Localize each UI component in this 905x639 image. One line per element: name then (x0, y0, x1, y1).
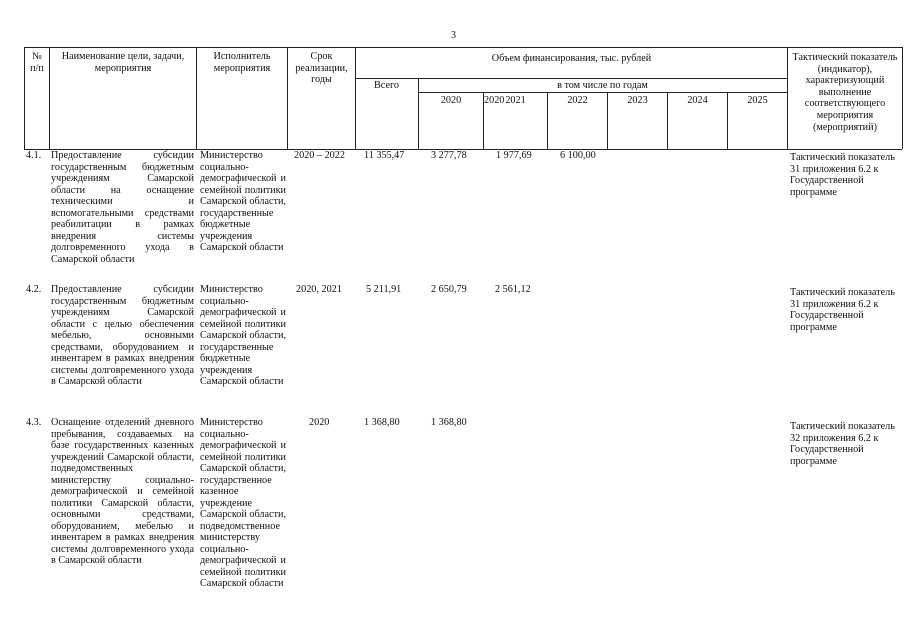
table-left-border (24, 47, 25, 149)
header-funding: Объем финансирования, тыс. рублей (491, 53, 652, 64)
row-2022: 6 100,00 (560, 150, 596, 161)
row-name: Предоставление субсидии государственным бюджетным учреждениям Самарской области с целью обеспечения мебелью, основными средствами, оборудованием и инвентарем в рамках внедрения системы долговременного ухода в Самарской области (51, 284, 194, 387)
row-indicator: Тактический показатель 31 приложения 6.2 к Государственной программе (790, 287, 895, 333)
page-number: 3 (451, 30, 456, 41)
header-total: Всего (374, 80, 399, 91)
row-2021: 2 561,12 (495, 284, 531, 295)
years-header-divider (418, 92, 787, 93)
header-by-years: в том числе по годам (557, 80, 648, 91)
header-indicator: Тактический показатель (индикатор), характеризующий выполнение соответствующего мероприятия (мероприятий) (792, 52, 898, 133)
col-divider-executor (287, 47, 288, 149)
header-year-2020: 2020 (484, 95, 505, 106)
header-year-2020: 2020 (440, 95, 462, 106)
row-executor: Министерство социально-демографической и семейной политики Самарской области, государственное казенное учреждение Самарской области, подведомственное министерству социально-демографической и семейной политики Самарской области (200, 417, 286, 589)
row-num: 4.1. (26, 150, 42, 161)
header-year-2025: 2025 (747, 95, 768, 106)
row-executor: Министерство социально-демографической и семейной политики Самарской области, государственные бюджетные учреждения Самарской области (200, 150, 286, 253)
row-name: Предоставление субсидии государственным бюджетным учреждениям Самарской области на оснащение техническими и вспомогательными средствами реабилитации в рамках внедрения системы долговременного ухода в Самарской области (51, 150, 194, 265)
row-total: 1 368,80 (364, 417, 400, 428)
row-2021: 1 977,69 (496, 150, 532, 161)
col-divider-period (355, 47, 356, 149)
header-num: № п/п (30, 51, 44, 74)
funding-header-divider (355, 78, 787, 79)
row-total: 11 355,47 (364, 150, 405, 161)
col-divider-num (49, 47, 50, 149)
row-period: 2020 (309, 417, 330, 428)
header-year-2023: 2023 (627, 95, 648, 106)
header-name: Наименование цели, задачи, мероприятия (61, 51, 185, 74)
header-period: Срок реализации, годы (295, 51, 348, 86)
header-year-2024: 2024 (687, 95, 708, 106)
table-right-border (902, 47, 903, 149)
header-year-2022: 2022 (567, 95, 588, 106)
row-num: 4.3. (26, 417, 42, 428)
row-total: 5 211,91 (366, 284, 402, 295)
header-executor: Исполнитель мероприятия (213, 51, 271, 74)
header-year-2021: 2021 (505, 95, 526, 106)
row-2020: 1 368,80 (431, 417, 467, 428)
table-top-border (24, 47, 902, 48)
row-executor: Министерство социально-демографической и семейной политики Самарской области, государственные бюджетные учреждения Самарской области (200, 284, 286, 387)
col-divider-name (196, 47, 197, 149)
row-name: Оснащение отделений дневного пребывания, создаваемых на базе государственных казенных учреждений Самарской области, подведомственных министерству социально-демографической и семейной политики Самарской области, основными средствами, оборудованием, мебелью и инвентарем в рамках внедрения системы долговременного ухода в Самарской области (51, 417, 194, 566)
col-divider-total (418, 78, 419, 149)
row-num: 4.2. (26, 284, 42, 295)
row-2020: 3 277,78 (431, 150, 467, 161)
row-indicator: Тактический показатель 32 приложения 6.2 к Государственной программе (790, 421, 895, 467)
row-period: 2020, 2021 (296, 284, 342, 295)
row-2020: 2 650,79 (431, 284, 467, 295)
row-period: 2020 – 2022 (294, 150, 345, 161)
col-divider-funding-end (787, 47, 788, 149)
row-indicator: Тактический показатель 31 приложения 6.2 к Государственной программе (790, 152, 895, 198)
